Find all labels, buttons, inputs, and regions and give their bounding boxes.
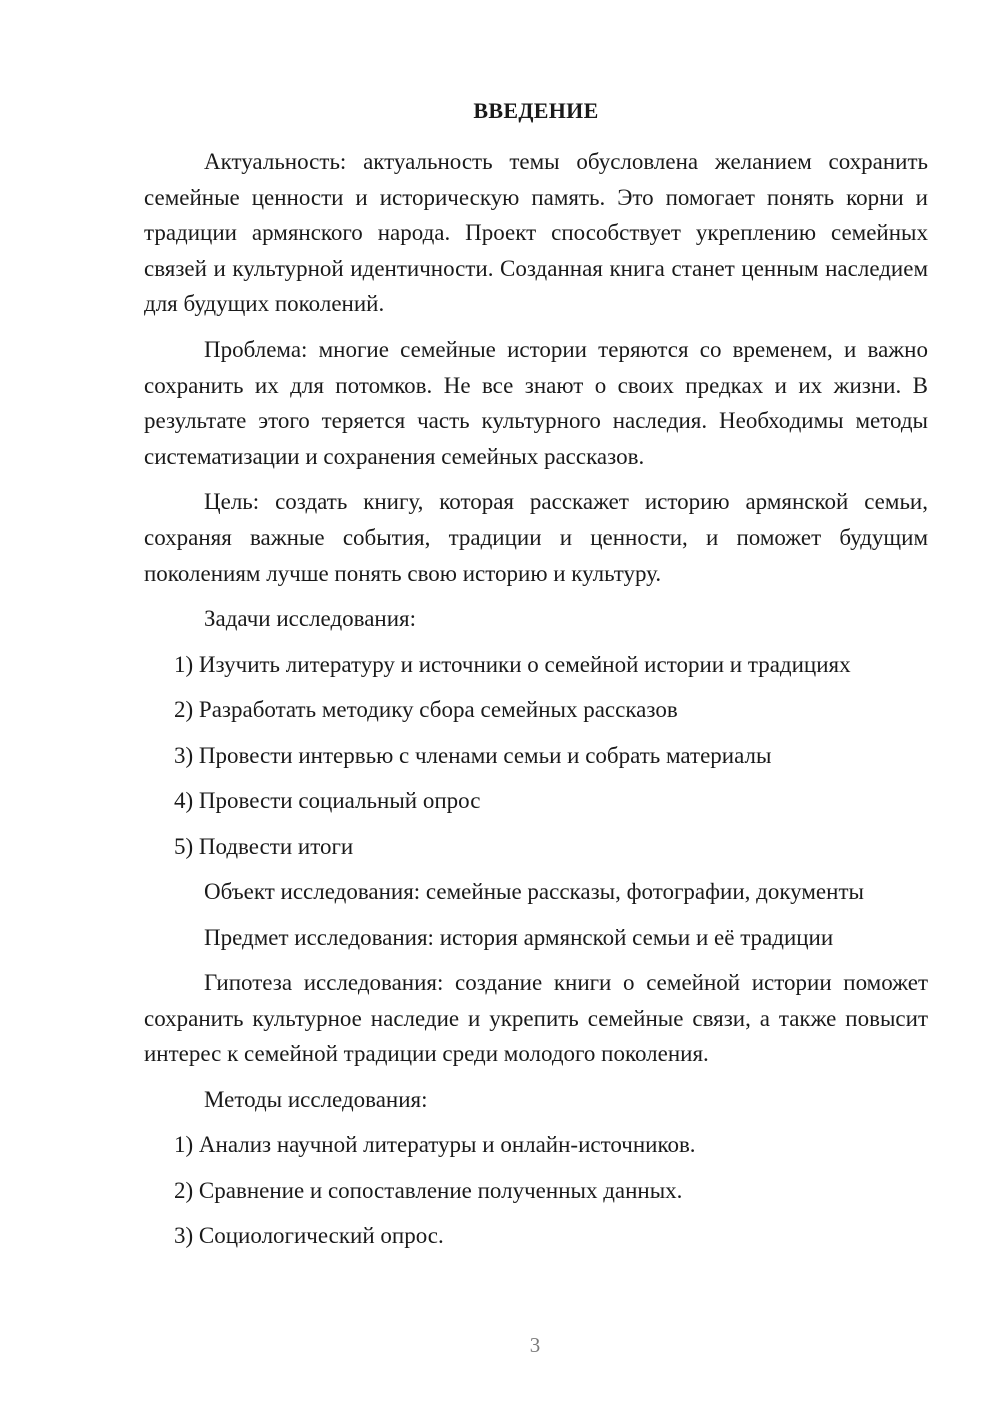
task-item-4: 4) Провести социальный опрос [174,788,481,814]
problem-paragraph: Проблема: многие семейные истории теряются со временем, и важно сохранить их для потомков. Не все знают о своих предках и их жизни. В результате этого теряется часть культурного наследия. Необходимы методы систематизации и сохранения семейных рассказов. [144,336,928,469]
research-subject: Предмет исследования: история армянской семьи и её традиции [204,924,834,950]
task-item-5: 5) Подвести итоги [174,833,354,859]
page-content [144,94,928,1264]
method-item-2: 2) Сравнение и сопоставление полученных данных. [174,1177,683,1203]
research-object: Объект исследования: семейные рассказы, фотографии, документы [204,879,864,905]
task-item-2: 2) Разработать методику сбора семейных рассказов [174,697,678,723]
tasks-title: Задачи исследования: [204,606,417,632]
goal-paragraph: Цель: создать книгу, которая расскажет историю армянской семьи, сохраняя важные события, традиции и ценности, и поможет будущим поколениям лучше понять свою историю и культуру. [144,489,928,586]
hypothesis-paragraph: Гипотеза исследования: создание книги о семейной истории поможет сохранить культурное наследие и укрепить семейные связи, а также повысит интерес к семейной традиции среди молодого поколения. [144,970,928,1067]
method-item-3: 3) Социологический опрос. [174,1223,444,1249]
relevance-paragraph: Актуальность: актуальность темы обусловлена желанием сохранить семейные ценности и историческую память. Это помогает понять корни и традиции армянского народа. Проект способствует укреплению семейных связей и культурной идентичности. Созданная книга станет ценным наследием для будущих поколений. [144,149,928,317]
task-item-1: 1) Изучить литературу и источники о семейной истории и традициях [174,651,851,677]
methods-title: Методы исследования: [204,1086,428,1112]
task-item-3: 3) Провести интервью с членами семьи и собрать материалы [174,742,772,768]
section-heading: ВВЕДЕНИЕ [473,98,599,123]
method-item-1: 1) Анализ научной литературы и онлайн-источников. [174,1132,696,1158]
page-number: 3 [529,1333,541,1357]
